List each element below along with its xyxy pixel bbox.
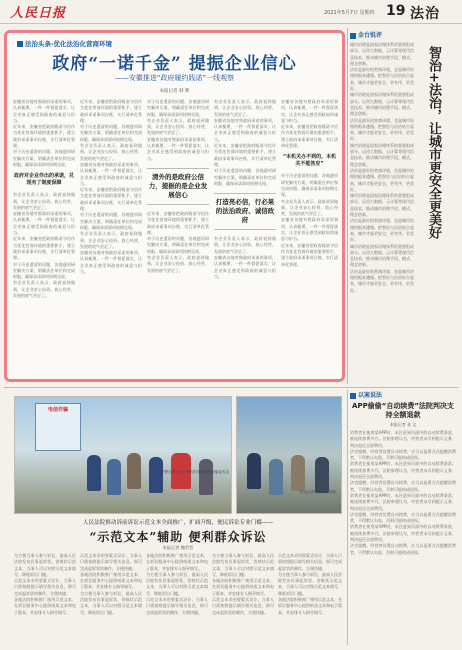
body-text: 城市治理是国家治理体系的重要组成部分。运用大数据、云计算等现代信息技术，推动城市治理手段、模式、理念创新。 (350, 243, 414, 268)
lead-subheading: 政府对企业作出的承诺，兑现有了制度保障 (13, 173, 74, 187)
body-text: 城市治理是国家治理体系的重要组成部分。运用大数据、云计算等现代信息技术，推动城市治理手段、模式、理念创新。 (350, 142, 414, 167)
body-text: 各地法院积极推广使用示范文本，在诉讼服务中心提供纸质文本和电子版本，并安排专人指导填写。 (212, 578, 274, 596)
body-text: 有企业负责人表示，政府说到做到，让企业安心投资、放心经营，发展的底气更足了。 (281, 198, 338, 217)
body-text: 安徽省各地对照政府承诺的事项，认真梳理，一件一件督促落实，让企业真正感受到政府的诚意与担当。 (13, 99, 75, 123)
police-officer-figure (87, 455, 101, 491)
body-text: 为方便当事人参与诉讼，最高人民法院发布民事起诉状、答辩状示范文本，当事人可以对照示范文本填写，降低诉讼门槛。 (14, 553, 76, 577)
photo-caption-right: 群众认真听取法官讲解。 (300, 490, 340, 494)
lead-kicker-text: 法治头条·优化法治化营商环境 (25, 40, 112, 48)
body-text: 各地法院积极推广使用示范文本，在诉讼服务中心提供纸质文本和电子版本，并安排专人指导填写。 (80, 571, 142, 590)
lead-subheading: “本机关办不到的，本机关不能答应” (282, 154, 337, 168)
body-text: 法治是最好的营商环境，也是城市治理的根本遵循。把智治与法治结合起来，城市才能更安全、更有序、更美好。 (350, 167, 414, 192)
body-text: 法治是最好的营商环境，也是城市治理的根本遵循。把智治与法治结合起来，城市才能更安全、更有序、更美好。 (350, 117, 414, 142)
body-text: 近年来，安徽省把政府践诺守信作为优化营商环境的重要抓手，建立政府承诺事项台账，实行清单化管理。 (80, 187, 142, 212)
anti-fraud-sign (35, 403, 81, 451)
body-text: 对于历史遗留的问题，各地逐项研究解决方案，明确责任单位和完成时限，确保承诺事项按期兑现。 (281, 173, 338, 198)
body-text: 有企业负责人表示，政府说到做到，让企业安心投资、放心经营，发展的底气更足了。 (147, 255, 209, 273)
right-kicker-text: 金台锐评 (358, 32, 383, 39)
body-text: 法官提醒，经营者设置自动续费，应当以显著方式提醒消费者，不得默认勾选，否则可能构成侵权。 (350, 480, 456, 492)
person-figure (127, 453, 141, 489)
body-text: 消费者在使用某APP时，未注意到页面中的自动续费条款，被连续扣费多月。法院审理认为，经营者未尽到提示义务，判决退还全部费用。 (350, 492, 456, 511)
body-text: 有企业负责人表示，政府说到做到，让企业安心投资、放心经营，发展的底气更足了。 (214, 99, 276, 117)
body-text: 对于历史遗留的问题，各地逐项研究解决方案，明确责任单位和完成时限，确保承诺事项按期兑现。 (80, 212, 142, 230)
case-byline: 本报记者 张 文 (389, 422, 417, 427)
commentary-title: 智治+法治，让城市更安全更美好 (426, 46, 441, 239)
body-text: 近年来，安徽省把政府践诺守信作为优化营商环境的重要抓手，建立政府承诺事项台账，实行清单化管理。 (147, 210, 209, 235)
body-text: 安徽省各地对照政府承诺的事项，认真梳理，一件一件督促落实，让企业真正感受到政府的诚意与担当。 (80, 250, 142, 275)
case-text (350, 430, 456, 645)
body-text: 有企业负责人表示，政府说到做到，让企业安心投资、放心经营，发展的底气更足了。 (13, 280, 75, 299)
case-kicker-text: 以案说法 (358, 392, 383, 399)
body-text: 法治是最好的营商环境，也是城市治理的根本遵循。把智治与法治结合起来，城市才能更安全、更有序、更美好。 (350, 268, 414, 293)
section-name: 法治 (410, 6, 440, 22)
body-text: 有企业负责人表示，政府说到做到，让企业安心投资、放心经营，发展的底气更足了。 (214, 236, 276, 254)
right-kicker (350, 30, 382, 39)
body-text: 城市治理是国家治理体系的重要组成部分。运用大数据、云计算等现代信息技术，推动城市治理手段、模式、理念创新。 (350, 193, 414, 218)
body-text: 近年来，安徽省把政府践诺守信作为优化营商环境的重要抓手，建立政府承诺事项台账，实行清单化管理。 (13, 124, 75, 149)
body-text: 近年来，安徽省把政府践诺守信作为优化营商环境的重要抓手，建立政府承诺事项台账，实行清单化管理。 (214, 143, 276, 167)
lead-column-5 (281, 99, 338, 379)
case-kicker (350, 390, 382, 399)
person-figure (315, 457, 329, 493)
body-text: 消费者在使用某APP时，未注意到页面中的自动续费条款，被连续扣费多月。法院审理认为，经营者未尽到提示义务，判决退还全部费用。 (350, 461, 456, 480)
square-icon (17, 41, 23, 47)
lead-story[interactable] (4, 30, 345, 382)
person-figure (291, 455, 305, 491)
body-text: 安徽省各地对照政府承诺的事项，认真梳理，一件一件督促落实，让企业真正感受到政府的诚意与担当。 (13, 211, 75, 236)
newspaper-logo: 人民日报 (10, 6, 67, 21)
body-text: 近年来，安徽省把政府践诺守信作为优化营商环境的重要抓手，建立政府承诺事项台账，实行清单化管理。 (281, 124, 338, 149)
body-text: 示范文本采用要素式设计，当事人只需按照提示填写相关信息，即可完成起诉状的制作，方便快捷。 (14, 578, 76, 596)
body-text: 对于历史遗留的问题，各地逐项研究解决方案，明确责任单位和完成时限，确保承诺事项按期兑现。 (80, 124, 142, 142)
body-text: 安徽省各地对照政府承诺的事项，认真梳理，一件一件督促落实，让企业真正感受到政府的诚意与担当。 (281, 99, 338, 123)
commentary-text (350, 42, 414, 380)
body-text: 对于历史遗留的问题，各地逐项研究解决方案，明确责任单位和完成时限，确保承诺事项按期兑现。 (13, 261, 75, 280)
body-text: 安徽省各地对照政府承诺的事项，认真梳理，一件一件督促落实，让企业真正感受到政府的诚意与担当。 (281, 217, 338, 242)
body-text: 安徽省各地对照政府承诺的事项，认真梳理，一件一件督促落实，让企业真正感受到政府的诚意与担当。 (214, 255, 276, 279)
photo-court-hearing (236, 396, 342, 514)
body-text: 近年来，安徽省把政府践诺守信作为优化营商环境的重要抓手，建立政府承诺事项台账，实行清单化管理。 (13, 236, 75, 261)
bottom-headline: “示范文本”辅助 便利群众诉讼 (89, 530, 267, 544)
page-number: 19 (386, 3, 406, 19)
bottom-column-5 (278, 553, 342, 645)
body-text: 有企业负责人表示，政府说到做到，让企业安心投资、放心经营，发展的底气更足了。 (13, 192, 75, 210)
bottom-kicker: 人民法院推动诉前诉讼示范文本全面推广，扩面升级，便民诉讼专业门槛—— (82, 520, 274, 526)
judge-figure (247, 453, 261, 489)
lead-byline: 本报记者 韩 晔 (159, 89, 190, 94)
body-text: 对于历史遗留的问题，各地逐项研究解决方案，明确责任单位和完成时限，确保承诺事项按期兑现。 (13, 149, 75, 167)
body-text: 安徽省各地对照政府承诺的事项，认真梳理，一件一件督促落实，让企业真正感受到政府的诚意与担当。 (147, 136, 209, 161)
body-text: 消费者在使用某APP时，未注意到页面中的自动续费条款，被连续扣费多月。法院审理认为，经营者未尽到提示义务，判决退还全部费用。 (350, 430, 456, 448)
lead-headline: 政府“一诺千金” 提振企业信心 (52, 54, 297, 74)
body-text: 法官提醒，经营者设置自动续费，应当以显著方式提醒消费者，不得默认勾选，否则可能构成侵权。 (350, 448, 456, 461)
photo-anti-fraud-event (14, 396, 232, 514)
body-text: 消费者在使用某APP时，未注意到页面中的自动续费条款，被连续扣费多月。法院审理认为，经营者未尽到提示义务，判决退还全部费用。 (350, 524, 456, 543)
body-text: 对于历史遗留的问题，各地逐项研究解决方案，明确责任单位和完成时限，确保承诺事项按期兑现。 (147, 99, 209, 117)
case-headline: APP偷偷“自动续费”法院判决支持全额退款 (352, 402, 454, 419)
body-text: 法治是最好的营商环境，也是城市治理的根本遵循。把智治与法治结合起来，城市才能更安全、更有序、更美好。 (350, 218, 414, 243)
body-text: 为方便当事人参与诉讼，最高人民法院发布民事起诉状、答辩状示范文本，当事人可以对照示范文本填写，降低诉讼门槛。 (146, 571, 208, 596)
square-icon (350, 33, 356, 39)
pull-quote: 打造亮必信，行必果的法治政府、诚信政府 (214, 193, 276, 230)
bottom-byline: 本报记者 魏哲哲 (162, 545, 194, 550)
photo-caption-left: 近日，民警走进社区开展防范电信网络诈骗宣传活动。 (150, 470, 230, 479)
body-text: 安徽省各地对照政府承诺的事项，认真梳理，一件一件督促落实，让企业真正感受到政府的诚意与担当。 (80, 161, 142, 186)
body-text: 有企业负责人表示，政府说到做到，让企业安心投资、放心经营，发展的底气更足了。 (147, 117, 209, 136)
body-text: 法治是最好的营商环境，也是城市治理的根本遵循。把智治与法治结合起来，城市才能更安全、更有序、更美好。 (350, 67, 414, 92)
body-text: 有企业负责人表示，政府说到做到，让企业安心投资、放心经营，发展的底气更足了。 (80, 143, 142, 161)
lead-kicker (17, 39, 112, 48)
body-text: 为方便当事人参与诉讼，最高人民法院发布民事起诉状、答辩状示范文本，当事人可以对照示范文本填写，降低诉讼门槛。 (278, 571, 342, 596)
body-text: 安徽省各地对照政府承诺的事项，认真梳理，一件一件督促落实，让企业真正感受到政府的诚意与担当。 (214, 117, 276, 142)
body-text: 近年来，安徽省把政府践诺守信作为优化营商环境的重要抓手，建立政府承诺事项台账，实行清单化管理。 (80, 99, 142, 123)
body-text: 示范文本采用要素式设计，当事人只需按照提示填写相关信息，即可完成起诉状的制作，方便快捷。 (80, 553, 142, 571)
lead-column-2 (80, 99, 142, 379)
body-text: 城市治理是国家治理体系的重要组成部分。运用大数据、云计算等现代信息技术，推动城市治理手段、模式、理念创新。 (350, 42, 414, 66)
body-text: 对于历史遗留的问题，各地逐项研究解决方案，明确责任单位和完成时限，确保承诺事项按期兑现。 (147, 236, 209, 254)
body-text: 有企业负责人表示，政府说到做到，让企业安心投资、放心经营，发展的底气更足了。 (80, 231, 142, 249)
bottom-column-2 (80, 553, 142, 645)
person-figure (107, 459, 121, 495)
body-text: 示范文本采用要素式设计，当事人只需按照提示填写相关信息，即可完成起诉状的制作，方便快捷。 (278, 553, 342, 571)
sign-title: 电信诈骗 (47, 407, 68, 413)
section-divider (4, 387, 458, 388)
body-text: 法官提醒，经营者设置自动续费，应当以显著方式提醒消费者，不得默认勾选，否则可能构成侵权。 (350, 511, 456, 524)
body-text: 为方便当事人参与诉讼，最高人民法院发布民事起诉状、答辩状示范文本，当事人可以对照示范文本填写，降低诉讼门槛。 (80, 590, 142, 615)
pull-quote: 清外的是政府公信力，提振的是企业发展信心 (147, 168, 209, 205)
lead-column-3 (147, 99, 209, 379)
column-divider (347, 390, 348, 645)
body-text: 近年来，安徽省把政府践诺守信作为优化营商环境的重要抓手，建立政府承诺事项台账，实行清单化管理。 (281, 242, 338, 267)
column-divider (347, 28, 348, 384)
body-text: 示范文本采用要素式设计，当事人只需按照提示填写相关信息，即可完成起诉状的制作，方便快捷。 (146, 597, 208, 615)
masthead (0, 0, 462, 24)
body-text: 为方便当事人参与诉讼，最高人民法院发布民事起诉状、答辩状示范文本，当事人可以对照示范文本填写，降低诉讼门槛。 (212, 553, 274, 577)
body-text: 各地法院积极推广使用示范文本，在诉讼服务中心提供纸质文本和电子版本，并安排专人指导填写。 (278, 597, 342, 615)
person-figure (269, 459, 283, 495)
lead-column-1 (13, 99, 75, 379)
body-text: 城市治理是国家治理体系的重要组成部分。运用大数据、云计算等现代信息技术，推动城市治理手段、模式、理念创新。 (350, 92, 414, 117)
square-icon (350, 393, 356, 399)
bottom-column-3 (146, 553, 208, 645)
body-text: 法官提醒，经营者设置自动续费，应当以显著方式提醒消费者，不得默认勾选，否则可能构成侵权。 (350, 543, 456, 555)
lead-column-4 (214, 99, 276, 379)
body-text: 示范文本采用要素式设计，当事人只需按照提示填写相关信息，即可完成起诉状的制作，方便快捷。 (212, 597, 274, 615)
issue-date: 2021年5月7日 星期四 (324, 10, 375, 16)
lead-subhead: ——安徽推进“政府履约践诺”一线观察 (114, 74, 235, 82)
body-text: 各地法院积极推广使用示范文本，在诉讼服务中心提供纸质文本和电子版本，并安排专人指导填写。 (14, 597, 76, 615)
body-text: 对于历史遗留的问题，各地逐项研究解决方案，明确责任单位和完成时限，确保承诺事项按期兑现。 (214, 168, 276, 186)
bottom-column-4 (212, 553, 274, 645)
body-text: 各地法院积极推广使用示范文本，在诉讼服务中心提供纸质文本和电子版本，并安排专人指导填写。 (146, 553, 208, 571)
bottom-column-1 (14, 553, 76, 645)
